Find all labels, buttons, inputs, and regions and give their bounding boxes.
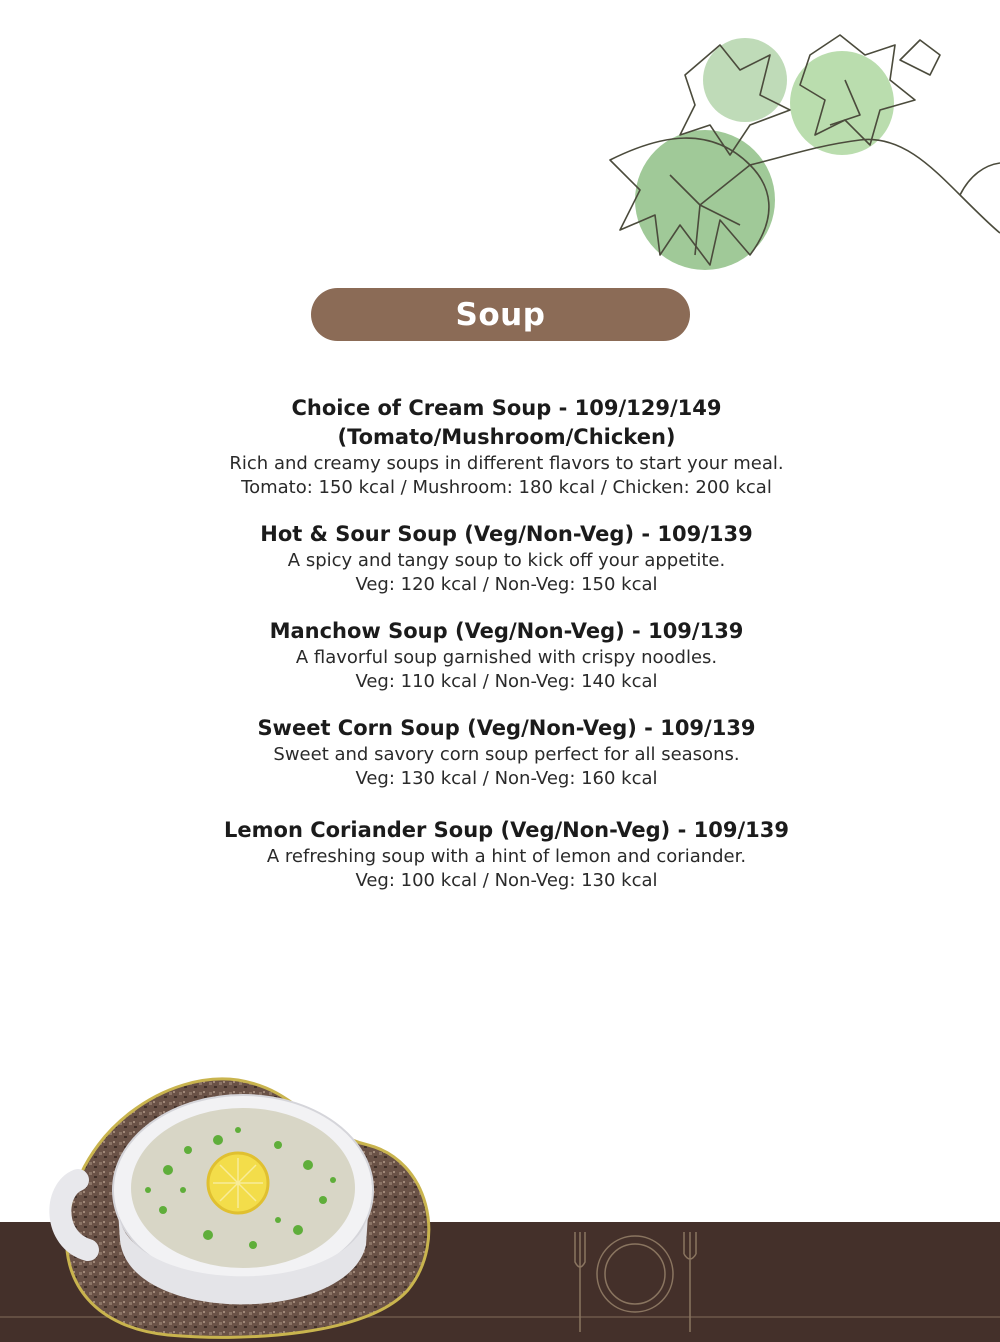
menu-item <box>100 816 913 893</box>
menu-item <box>100 617 913 694</box>
page-title: Soup <box>455 296 546 333</box>
menu-item <box>100 520 913 597</box>
item-calories: Veg: 110 kcal / Non-Veg: 140 kcal <box>355 671 658 692</box>
item-name: Lemon Coriander Soup (Veg/Non-Veg) - 109/139 <box>224 818 789 842</box>
soup-bowl-photo <box>48 1070 448 1342</box>
menu-item <box>100 714 913 791</box>
item-description: A refreshing soup with a hint of lemon and coriander. <box>266 846 747 867</box>
item-name: Sweet Corn Soup (Veg/Non-Veg) - 109/139 <box>257 716 756 740</box>
item-calories: Tomato: 150 kcal / Mushroom: 180 kcal / Chicken: 200 kcal <box>241 477 772 498</box>
item-calories: Veg: 120 kcal / Non-Veg: 150 kcal <box>355 574 658 595</box>
item-name: Manchow Soup (Veg/Non-Veg) - 109/139 <box>269 619 744 643</box>
item-name: Hot & Sour Soup (Veg/Non-Veg) - 109/139 <box>260 522 753 546</box>
item-description: A spicy and tangy soup to kick off your appetite. <box>287 550 726 571</box>
leaf-illustration <box>600 15 1000 275</box>
item-description: A flavorful soup garnished with crispy noodles. <box>295 647 718 668</box>
item-calories: Veg: 100 kcal / Non-Veg: 130 kcal <box>355 870 658 891</box>
item-description: Sweet and savory corn soup perfect for all seasons. <box>273 744 740 765</box>
item-name: Choice of Cream Soup - 109/129/149 <box>291 396 722 420</box>
item-name-sub: (Tomato/Mushroom/Chicken) <box>337 425 676 449</box>
section-title-pill <box>311 288 690 341</box>
item-calories: Veg: 130 kcal / Non-Veg: 160 kcal <box>355 768 658 789</box>
soup-menu-list <box>100 394 913 913</box>
menu-item <box>100 394 913 500</box>
item-description: Rich and creamy soups in different flavors to start your meal. <box>229 453 784 474</box>
